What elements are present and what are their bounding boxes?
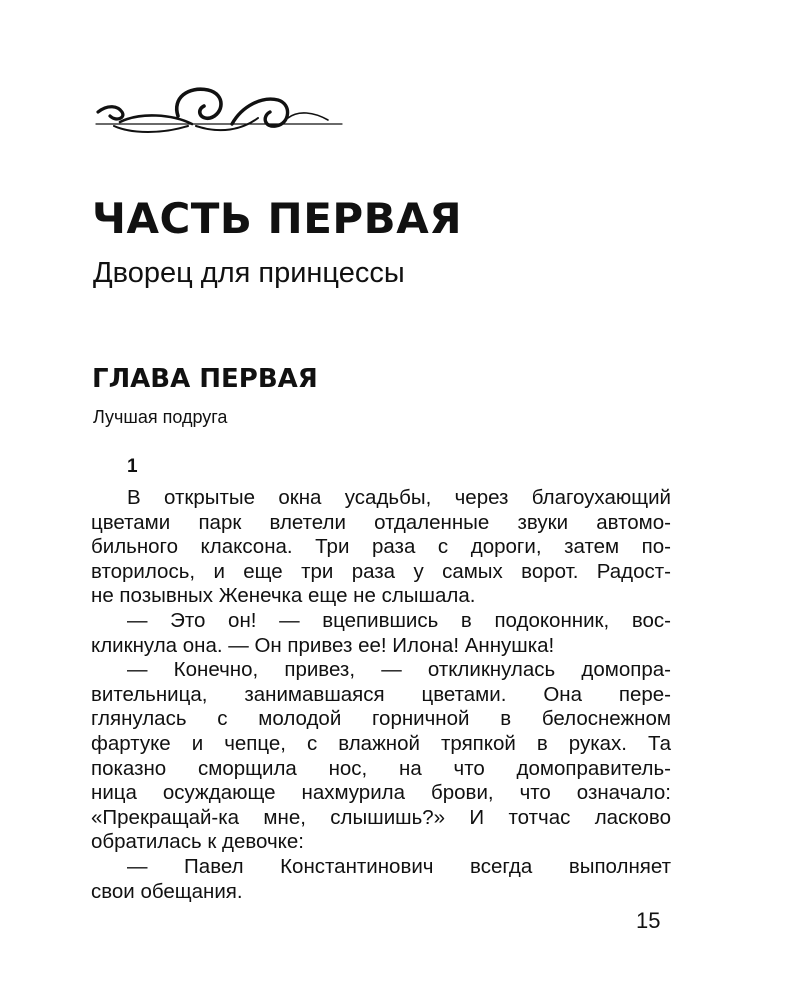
text-line: «Прекращай-ка мне, слышишь?» И тотчас ласково bbox=[91, 805, 671, 829]
text-line: не позывных Женечка еще не слышала. bbox=[91, 584, 476, 608]
text-line: показно сморщила нос, на что домоправитель- bbox=[91, 756, 671, 780]
part-subtitle: Дворец для принцессы bbox=[93, 257, 405, 289]
text-line: — Павел Константинович всегда выполняет bbox=[127, 854, 671, 878]
text-line: кликнула она. — Он привез ее! Илона! Аннушка! bbox=[91, 633, 555, 657]
text-line: вторилось, и еще три раза у самых ворот. Радост- bbox=[91, 559, 671, 583]
text-line: бильного клаксона. Три раза с дороги, затем по- bbox=[91, 535, 671, 559]
chapter-title: ГЛАВА ПЕРВАЯ bbox=[92, 364, 318, 394]
text-line: ница осуждающе нахмурила брови, что означало: bbox=[91, 781, 671, 805]
flourish-ornament-icon bbox=[92, 82, 347, 144]
text-line: — Это он! — вцепившись в подоконник, вос- bbox=[127, 608, 671, 632]
body-text bbox=[91, 486, 671, 904]
text-line: — Конечно, привез, — откликнулась домопра- bbox=[127, 658, 671, 682]
text-line: В открытые окна усадьбы, через благоухающий bbox=[127, 486, 671, 509]
page-number: 15 bbox=[636, 908, 661, 933]
text-line: глянулась с молодой горничной в белоснежном bbox=[91, 707, 671, 731]
part-title: ЧАСТЬ ПЕРВАЯ bbox=[92, 194, 463, 243]
text-line: фартуке и чепце, с влажной тряпкой в руках. Та bbox=[91, 731, 671, 755]
text-line: свои обещания. bbox=[91, 879, 243, 903]
text-line: цветами парк влетели отдаленные звуки автомо- bbox=[91, 510, 671, 534]
text-line: обратилась к девочке: bbox=[91, 830, 304, 854]
section-number: 1 bbox=[127, 456, 138, 477]
text-line: вительница, занимавшаяся цветами. Она пере- bbox=[91, 682, 671, 706]
chapter-subtitle: Лучшая подруга bbox=[93, 407, 228, 427]
